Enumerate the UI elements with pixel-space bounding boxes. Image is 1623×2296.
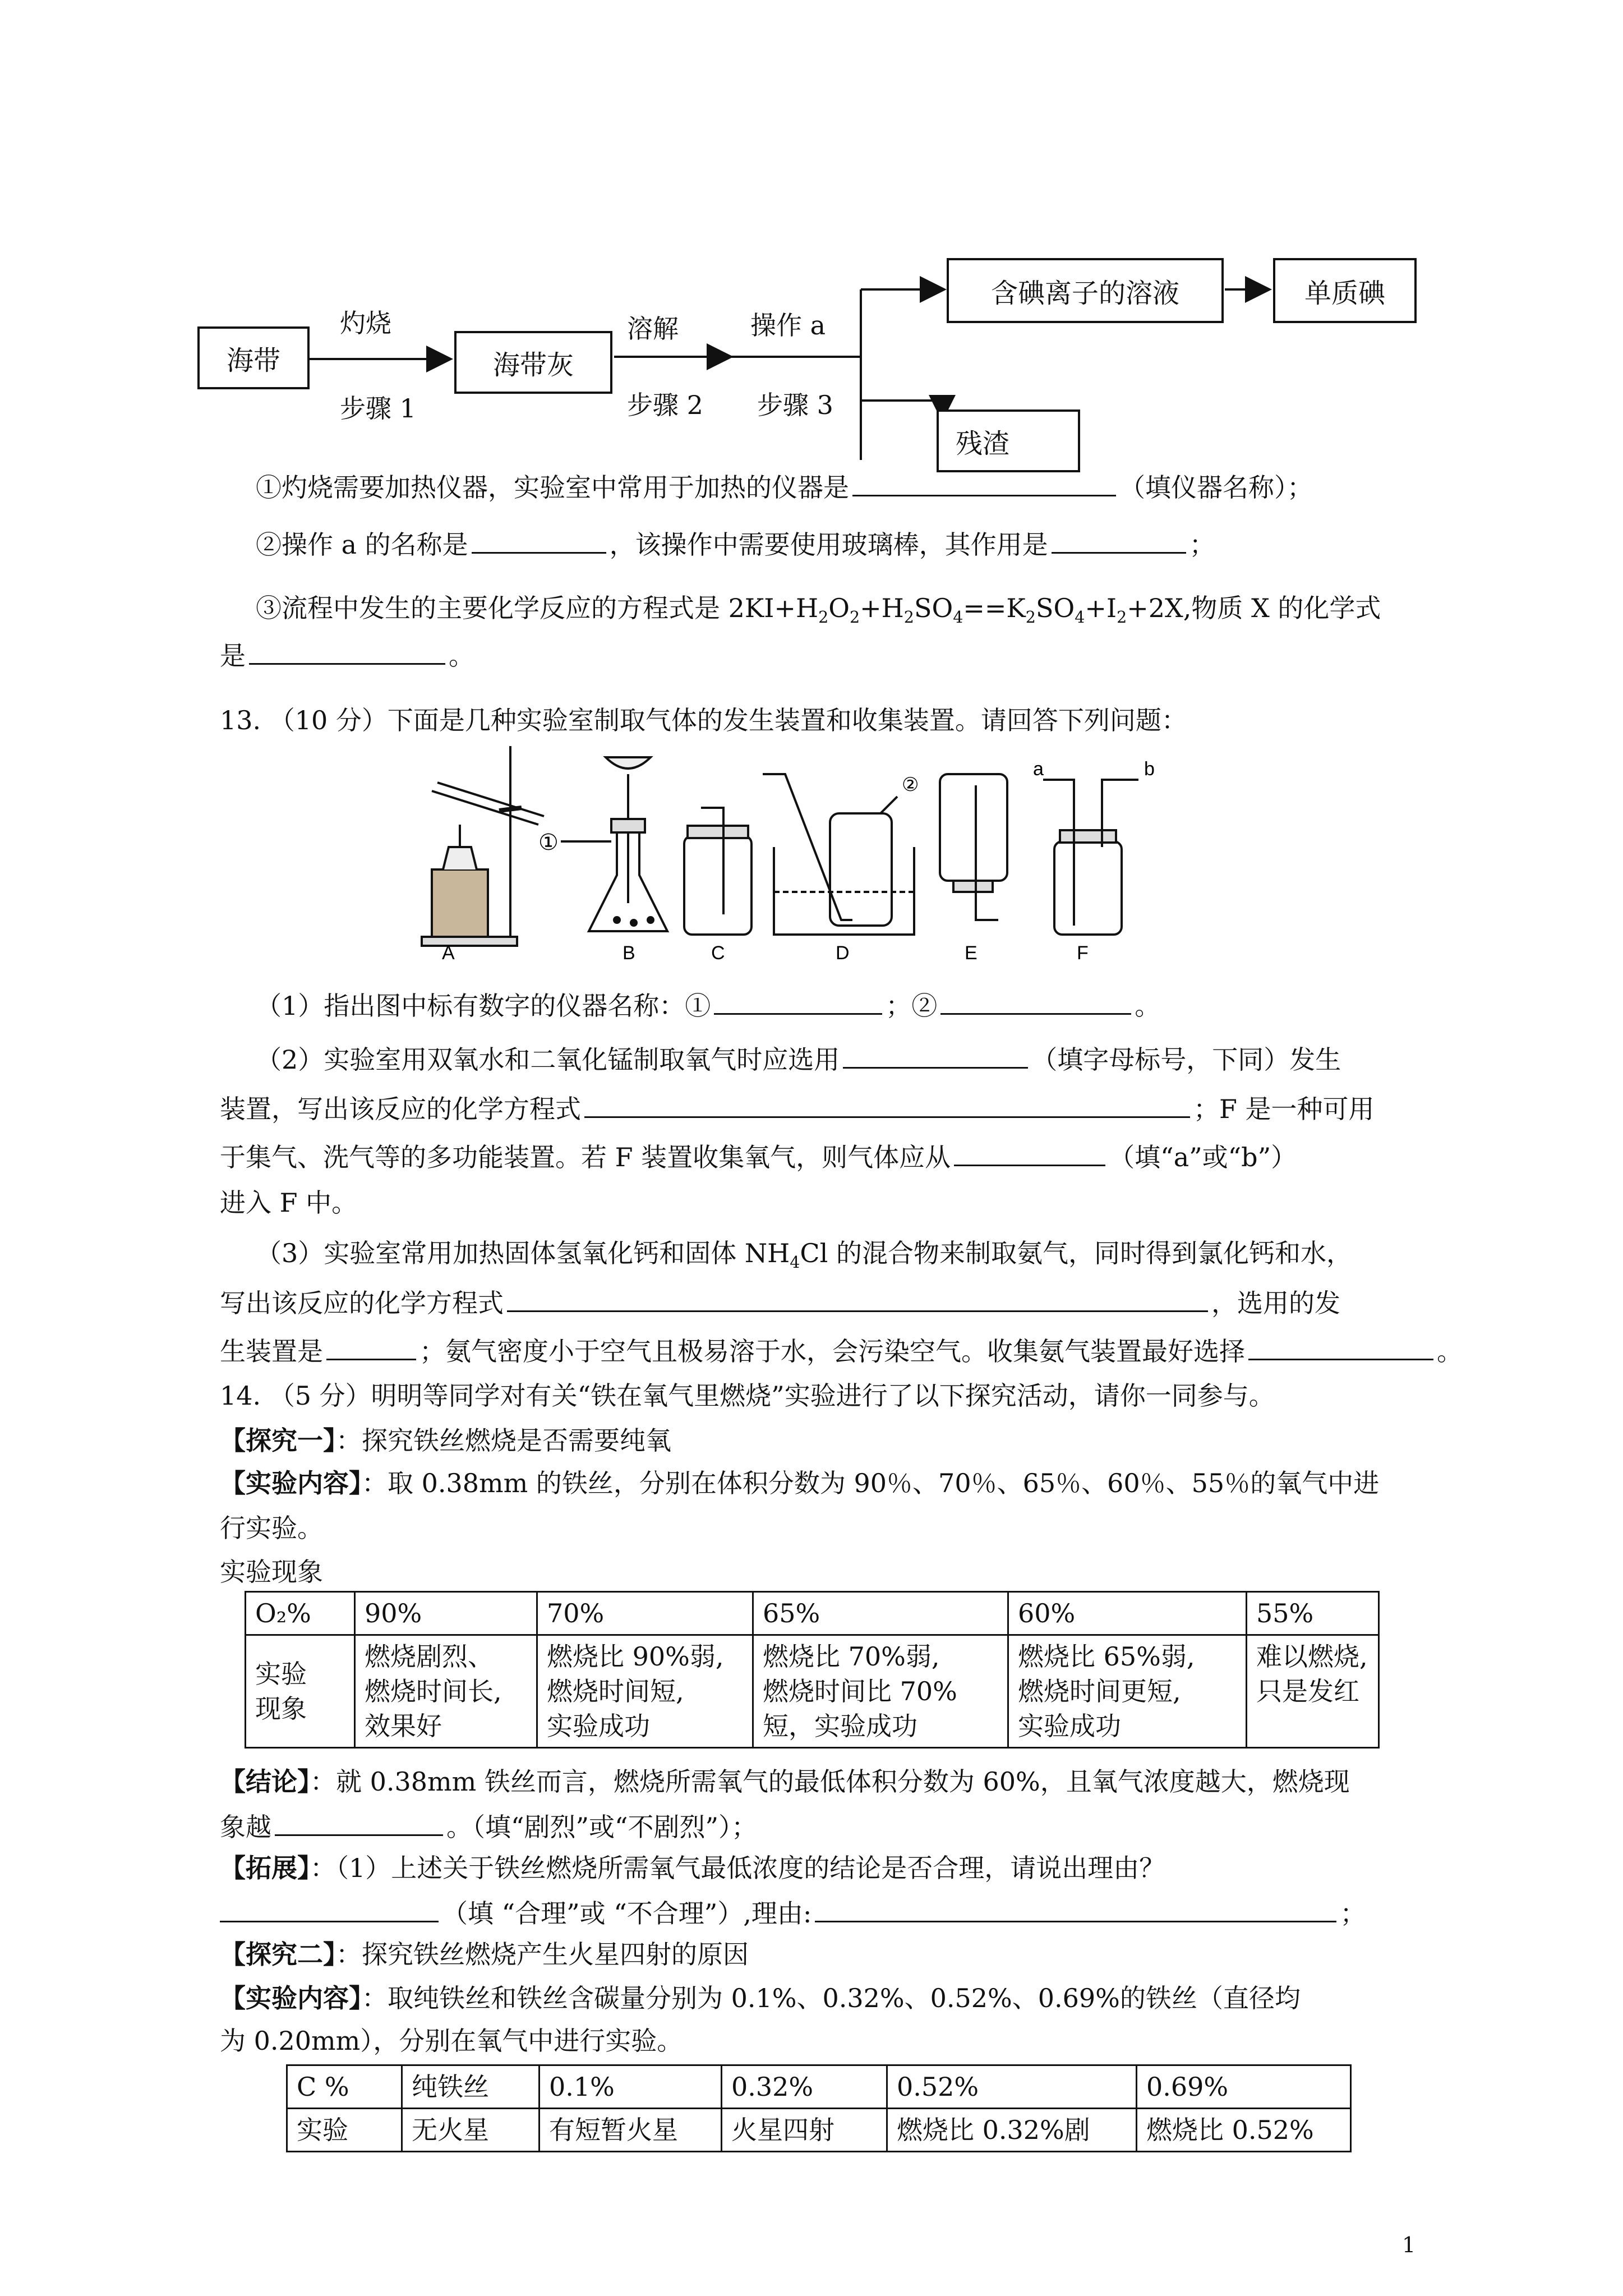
section-text: （填 “合理”或 “不合理”）,理由: (442, 1898, 812, 1929)
answer-blank[interactable] (1052, 526, 1186, 554)
table-row (287, 2109, 1351, 2152)
q12-line1-text: ①灼烧需要加热仪器，实验室中常用于加热的仪器是 (256, 472, 849, 503)
q13-part3-tail: Cl 的混合物来制取氨气，同时得到氯化钙和水， (800, 1238, 1352, 1268)
subscript: 4 (1075, 608, 1085, 627)
answer-blank[interactable] (843, 1041, 1028, 1069)
flow-arrows (0, 0, 1623, 505)
table-row (246, 1635, 1379, 1748)
subscript: 2 (849, 608, 860, 627)
q13-part3-line1 (256, 1237, 1352, 1273)
subscript: 2 (1117, 608, 1127, 627)
label-e: E (965, 942, 978, 964)
answer-blank[interactable] (275, 1809, 443, 1836)
subscript: 2 (903, 608, 914, 627)
table-cell: 有短暂火星 (540, 2109, 722, 2152)
answer-blank[interactable] (249, 637, 445, 665)
cell-line: 燃烧剧烈、 (365, 1641, 494, 1672)
label-b: B (623, 942, 635, 964)
cell-line: 燃烧时间比 70% (763, 1676, 957, 1707)
apparatus-a (422, 746, 544, 946)
equation-part: O (828, 593, 850, 623)
q12-line1-tail: （填仪器名称）； (1119, 472, 1313, 503)
q12-line2-tail: ； (1189, 530, 1215, 560)
q13-part2-text: 装置，写出该反应的化学方程式 (220, 1094, 581, 1124)
section-text: ； (1340, 1898, 1366, 1929)
q13-part2-text: 于集气、洗气等的多功能装置。若 F 装置收集氧气，则气体应从 (220, 1142, 951, 1172)
section-text: ：取纯铁丝和铁丝含碳量分别为 0.1%、0.32%、0.52%、0.69%的铁丝（直径均 (362, 1983, 1301, 2013)
q14-content1-cont: 行实验。 (220, 1513, 323, 1543)
q14-content2-cont: 为 0.20mm），分别在氧气中进行实验。 (220, 2026, 683, 2056)
section-text: ：取 0.38mm 的铁丝，分别在体积分数为 90％、70％、65％、60％、55％的氧气中进 (362, 1468, 1380, 1498)
cell-line: 实验成功 (547, 1711, 650, 1742)
q12-line2 (256, 526, 1215, 562)
q14-extension (220, 1852, 1165, 1885)
q13-part3-text: 写出该反应的化学方程式 (220, 1288, 504, 1318)
table-cell: 70% (537, 1592, 753, 1635)
section-tag: 【结论】 (220, 1766, 310, 1797)
table-cell: 55% (1247, 1592, 1379, 1635)
table-cell: O₂% (246, 1592, 355, 1635)
apparatus-d (763, 774, 914, 935)
cell-line: 短，实验成功 (763, 1711, 917, 1742)
cell-line: 燃烧比 70%弱, (763, 1641, 940, 1672)
apparatus-e (940, 774, 1007, 920)
flow-node-haidaihui: 海带灰 (454, 331, 612, 394)
q13-part2-line4: 进入 F 中。 (220, 1188, 358, 1218)
table-cell: 燃烧比 0.32%剧 (887, 2109, 1137, 2152)
q13-part1-text: （1）指出图中标有数字的仪器名称：① (256, 991, 711, 1021)
flow-node-residue: 残渣 (937, 409, 1080, 472)
cell-line: 燃烧比 65%弱, (1018, 1641, 1195, 1672)
step1-action: 灼烧 (340, 308, 391, 338)
cell-line: 燃烧比 90%弱, (547, 1641, 724, 1672)
q14-content2 (220, 1982, 1301, 2015)
flow-node-iodine: 单质碘 (1273, 258, 1417, 323)
q12-line4-tail: 。 (449, 641, 474, 671)
table-cell: 实验 (287, 2109, 402, 2152)
table-cell: 0.1% (540, 2065, 722, 2109)
table-cell: 90% (355, 1592, 537, 1635)
table-row (246, 1592, 1379, 1635)
q14-extension-cont (220, 1895, 1366, 1930)
page-number: 1 (1402, 2233, 1416, 2257)
q13-part2-line3 (220, 1139, 1297, 1174)
cell-line: 难以燃烧, (1256, 1641, 1368, 1672)
cell-line: 现象 (255, 1694, 307, 1724)
q12-line2-text: ②操作 a 的名称是 (256, 530, 468, 560)
flow-node-haidai: 海带 (197, 326, 310, 389)
answer-blank[interactable] (326, 1333, 416, 1360)
table-cell: 0.69% (1137, 2065, 1351, 2109)
answer-blank[interactable] (472, 526, 606, 554)
cell-line: 效果好 (365, 1711, 442, 1742)
subscript: 4 (953, 608, 963, 627)
answer-blank[interactable] (852, 469, 1116, 496)
section-tag: 【探究一】 (220, 1425, 336, 1456)
cell-line: 只是发红 (1256, 1676, 1359, 1707)
answer-blank[interactable] (954, 1139, 1105, 1166)
q13-part2-tail: ；F 是一种可用 (1193, 1094, 1375, 1124)
port-a-label: a (1033, 758, 1044, 780)
table-cell (1008, 1635, 1247, 1748)
apparatus-b (561, 757, 667, 931)
answer-blank[interactable] (584, 1091, 1190, 1118)
table-cell (753, 1635, 1008, 1748)
q13-part1-mid: ；② (886, 991, 938, 1021)
section-text: ：（1）上述关于铁丝燃烧所需氧气最低浓度的结论是否合理，请说出理由？ (310, 1853, 1165, 1883)
answer-blank[interactable] (507, 1285, 1208, 1312)
cell-line: 燃烧时间短, (547, 1676, 684, 1707)
table-cell: 0.52% (887, 2065, 1137, 2109)
q13-part2-tail: （填字母标号，下同）发生 (1031, 1045, 1341, 1075)
table-cell: 火星四射 (722, 2109, 887, 2152)
port-b-label: b (1144, 758, 1155, 780)
table-cell (355, 1635, 537, 1748)
table-cell (246, 1635, 355, 1748)
table-cell: 65% (753, 1592, 1008, 1635)
answer-blank[interactable] (815, 1895, 1336, 1922)
cell-line: 燃烧时间更短, (1018, 1676, 1181, 1707)
answer-blank[interactable] (220, 1895, 439, 1922)
q13-part3-line2 (220, 1285, 1340, 1320)
label-a: A (442, 942, 455, 964)
subscript: 4 (790, 1253, 800, 1272)
table-cell: 纯铁丝 (402, 2065, 540, 2109)
q12-line3 (256, 592, 1381, 628)
q12-line2-mid: ，该操作中需要使用玻璃棒，其作用是 (609, 530, 1048, 560)
apparatus-f (1043, 780, 1138, 935)
step3-action: 操作 a (750, 310, 826, 341)
q13-title: 13. （10 分）下面是几种实验室制取气体的发生装置和收集装置。请回答下列问题： (220, 705, 1187, 735)
q13-part1-tail: 。 (1135, 991, 1161, 1021)
marker-2: ② (902, 774, 919, 796)
equation-part: ==K (963, 593, 1026, 623)
answer-blank[interactable] (714, 987, 882, 1015)
marker-1: ① (538, 830, 559, 855)
q13-part2-tail: （填“a”或“b”） (1109, 1142, 1297, 1172)
step2-action: 溶解 (627, 314, 679, 344)
cell-line: 燃烧时间长, (365, 1676, 502, 1707)
q12-line4-text: 是 (220, 641, 246, 671)
section-tag: 【实验内容】 (220, 1468, 362, 1498)
q14-content1 (220, 1467, 1379, 1500)
answer-blank[interactable] (1248, 1333, 1433, 1360)
q12-line4 (220, 637, 474, 673)
q13-part3-text: 生装置是 (220, 1336, 323, 1366)
flow-node-solution: 含碘离子的溶液 (947, 258, 1224, 323)
q13-part3-tail: 。 (1437, 1336, 1463, 1366)
section-text: ：探究铁丝燃烧产生火星四射的原因 (336, 1939, 749, 1970)
q14-phenomenon-label: 实验现象 (220, 1557, 323, 1587)
label-d: D (836, 942, 850, 964)
cell-line: 实验 (255, 1659, 307, 1690)
section-text: ：就 0.38mm 铁丝而言，燃烧所需氧气的最低体积分数为 60%，且氧气浓度越大，燃烧现 (310, 1766, 1350, 1797)
q13-part2-line1 (256, 1041, 1341, 1076)
subscript: 2 (818, 608, 829, 627)
section-text: 象越 (220, 1812, 271, 1842)
subscript: 2 (1025, 608, 1036, 627)
equation-part: +2X,物质 X 的化学式 (1127, 593, 1381, 623)
label-c: C (711, 942, 725, 964)
table-cell (1247, 1635, 1379, 1748)
table-cell: 60% (1008, 1592, 1247, 1635)
step3-label: 步骤 3 (757, 390, 833, 420)
q13-part3-line3 (220, 1333, 1463, 1368)
equation-part: ③流程中发生的主要化学反应的方程式是 2KI+H (256, 593, 819, 623)
q13-part2-line2 (220, 1091, 1375, 1126)
step1-label: 步骤 1 (340, 393, 416, 424)
experiment-table-2 (286, 2064, 1352, 2152)
label-f: F (1077, 942, 1089, 964)
cell-line: 实验成功 (1018, 1711, 1121, 1742)
table-cell (537, 1635, 753, 1748)
section-tag: 【实验内容】 (220, 1983, 362, 2013)
table-cell: 0.32% (722, 2065, 887, 2109)
answer-blank[interactable] (940, 987, 1131, 1015)
q13-part1 (256, 987, 1160, 1023)
q13-part3-mid: ；氨气密度小于空气且极易溶于水，会污染空气。收集氨气装置最好选择 (419, 1336, 1245, 1366)
q12-line1 (256, 469, 1313, 504)
q14-conclusion (220, 1766, 1350, 1798)
equation-part: SO (914, 593, 953, 623)
section-tag: 【拓展】 (220, 1853, 310, 1883)
q14-title: 14. （5 分）明明等同学对有关“铁在氧气里燃烧”实验进行了以下探究活动，请你一同参与。 (220, 1381, 1275, 1411)
experiment-table-1 (245, 1591, 1380, 1749)
table-cell: 燃烧比 0.52% (1137, 2109, 1351, 2152)
equation-part: +I (1085, 593, 1117, 623)
section-text: 。（填“剧烈”或“不剧烈”）； (446, 1812, 758, 1842)
table-row (287, 2065, 1351, 2109)
apparatus-diagram (0, 735, 1623, 976)
equation-part: SO (1035, 593, 1075, 623)
q14-explore2 (220, 1939, 749, 1971)
table-cell: C % (287, 2065, 402, 2109)
table-cell: 无火星 (402, 2109, 540, 2152)
section-tag: 【探究二】 (220, 1939, 336, 1970)
section-text: ：探究铁丝燃烧是否需要纯氧 (336, 1425, 671, 1456)
apparatus-c (684, 808, 751, 935)
equation-part: +H (860, 593, 904, 623)
q13-part3-text: （3）实验室常用加热固体氢氧化钙和固体 NH (256, 1238, 790, 1268)
q13-part3-tail: ，选用的发 (1211, 1288, 1340, 1318)
q13-part2-text: （2）实验室用双氧水和二氧化锰制取氧气时应选用 (256, 1045, 840, 1075)
step2-label: 步骤 2 (627, 390, 703, 420)
q14-conclusion-cont (220, 1809, 757, 1844)
q14-explore1 (220, 1425, 671, 1457)
